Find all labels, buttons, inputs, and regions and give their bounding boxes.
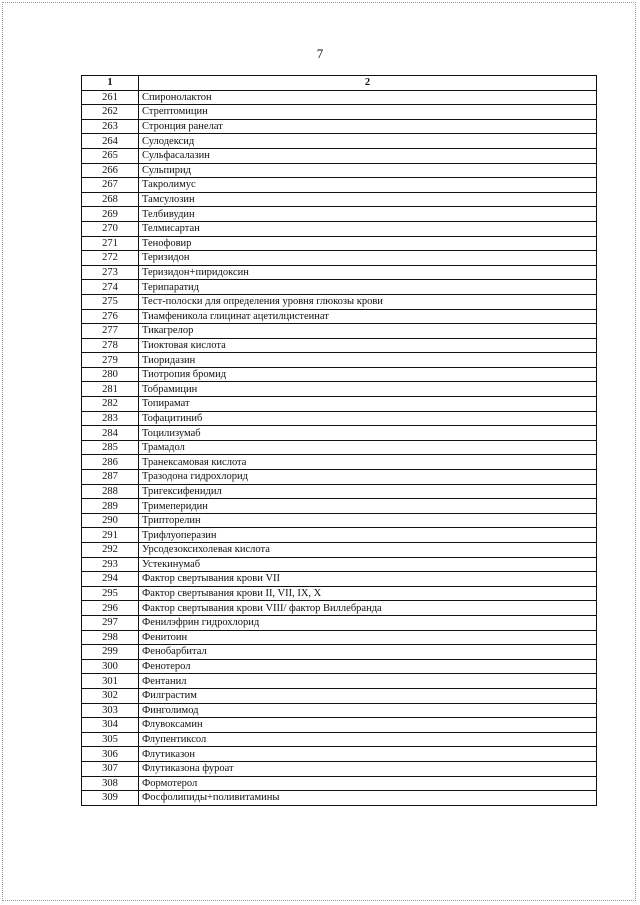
drug-name: Фактор свертывания крови VII bbox=[139, 572, 597, 587]
drug-name: Фенитоин bbox=[139, 630, 597, 645]
table-row bbox=[82, 455, 597, 470]
table-row bbox=[82, 645, 597, 660]
table-row bbox=[82, 791, 597, 806]
drug-name: Фактор свертывания крови VIII/ фактор Виллебранда bbox=[139, 601, 597, 616]
table-row bbox=[82, 426, 597, 441]
drug-name: Сульпирид bbox=[139, 163, 597, 178]
row-number: 280 bbox=[82, 367, 139, 382]
drug-name: Тикагрелор bbox=[139, 324, 597, 339]
row-number: 261 bbox=[82, 90, 139, 105]
drug-name: Терипаратид bbox=[139, 280, 597, 295]
drug-name: Фенобарбитал bbox=[139, 645, 597, 660]
row-number: 305 bbox=[82, 732, 139, 747]
drug-name: Финголимод bbox=[139, 703, 597, 718]
row-number: 273 bbox=[82, 265, 139, 280]
drug-name: Фенилэфрин гидрохлорид bbox=[139, 615, 597, 630]
table-row bbox=[82, 615, 597, 630]
drug-name: Флупентиксол bbox=[139, 732, 597, 747]
row-number: 276 bbox=[82, 309, 139, 324]
table-row bbox=[82, 440, 597, 455]
row-number: 289 bbox=[82, 499, 139, 514]
drug-name: Трипторелин bbox=[139, 513, 597, 528]
row-number: 270 bbox=[82, 221, 139, 236]
row-number: 264 bbox=[82, 134, 139, 149]
drug-name: Тиотропия бромид bbox=[139, 367, 597, 382]
drug-name: Телбивудин bbox=[139, 207, 597, 222]
row-number: 263 bbox=[82, 119, 139, 134]
table-row bbox=[82, 776, 597, 791]
row-number: 266 bbox=[82, 163, 139, 178]
drug-name: Тест-полоски для определения уровня глюкозы крови bbox=[139, 294, 597, 309]
drug-name: Тамсулозин bbox=[139, 192, 597, 207]
row-number: 269 bbox=[82, 207, 139, 222]
drug-name: Спиронолактон bbox=[139, 90, 597, 105]
drug-name: Теризидон+пиридоксин bbox=[139, 265, 597, 280]
row-number: 298 bbox=[82, 630, 139, 645]
row-number: 272 bbox=[82, 251, 139, 266]
table-row bbox=[82, 688, 597, 703]
drug-table bbox=[81, 75, 597, 806]
table-row bbox=[82, 309, 597, 324]
drug-name: Стрептомицин bbox=[139, 105, 597, 120]
table-row bbox=[82, 761, 597, 776]
drug-name: Устекинумаб bbox=[139, 557, 597, 572]
drug-name: Телмисартан bbox=[139, 221, 597, 236]
table-row bbox=[82, 353, 597, 368]
table-row bbox=[82, 513, 597, 528]
table-row bbox=[82, 119, 597, 134]
row-number: 268 bbox=[82, 192, 139, 207]
drug-name: Фосфолипиды+поливитамины bbox=[139, 791, 597, 806]
table-row bbox=[82, 367, 597, 382]
table-row bbox=[82, 221, 597, 236]
table-row bbox=[82, 747, 597, 762]
row-number: 302 bbox=[82, 688, 139, 703]
column-header-name: 2 bbox=[139, 76, 597, 91]
table-row bbox=[82, 703, 597, 718]
drug-name: Флувоксамин bbox=[139, 718, 597, 733]
row-number: 290 bbox=[82, 513, 139, 528]
drug-name: Трамадол bbox=[139, 440, 597, 455]
table-row bbox=[82, 397, 597, 412]
row-number: 286 bbox=[82, 455, 139, 470]
row-number: 281 bbox=[82, 382, 139, 397]
table-row bbox=[82, 674, 597, 689]
row-number: 291 bbox=[82, 528, 139, 543]
row-number: 303 bbox=[82, 703, 139, 718]
row-number: 308 bbox=[82, 776, 139, 791]
table-row bbox=[82, 280, 597, 295]
row-number: 267 bbox=[82, 178, 139, 193]
row-number: 262 bbox=[82, 105, 139, 120]
drug-name: Тиоридазин bbox=[139, 353, 597, 368]
drug-name: Урсодезоксихолевая кислота bbox=[139, 543, 597, 558]
drug-name: Филграстим bbox=[139, 688, 597, 703]
drug-name: Тофацитиниб bbox=[139, 411, 597, 426]
table-row bbox=[82, 659, 597, 674]
row-number: 288 bbox=[82, 484, 139, 499]
table-row bbox=[82, 528, 597, 543]
drug-name: Стронция ранелат bbox=[139, 119, 597, 134]
row-number: 292 bbox=[82, 543, 139, 558]
row-number: 283 bbox=[82, 411, 139, 426]
row-number: 296 bbox=[82, 601, 139, 616]
table-row bbox=[82, 382, 597, 397]
table-row bbox=[82, 324, 597, 339]
table-row bbox=[82, 601, 597, 616]
table-row bbox=[82, 265, 597, 280]
row-number: 271 bbox=[82, 236, 139, 251]
table-row bbox=[82, 163, 597, 178]
drug-name: Трифлуоперазин bbox=[139, 528, 597, 543]
column-header-number: 1 bbox=[82, 76, 139, 91]
table-body bbox=[82, 90, 597, 805]
drug-name: Фентанил bbox=[139, 674, 597, 689]
drug-name: Фенотерол bbox=[139, 659, 597, 674]
table-row bbox=[82, 192, 597, 207]
table-row bbox=[82, 557, 597, 572]
row-number: 278 bbox=[82, 338, 139, 353]
row-number: 285 bbox=[82, 440, 139, 455]
row-number: 304 bbox=[82, 718, 139, 733]
row-number: 297 bbox=[82, 615, 139, 630]
table-row bbox=[82, 411, 597, 426]
drug-name: Теризидон bbox=[139, 251, 597, 266]
table-row bbox=[82, 732, 597, 747]
drug-name: Топирамат bbox=[139, 397, 597, 412]
table-row bbox=[82, 251, 597, 266]
table-row bbox=[82, 470, 597, 485]
table-row bbox=[82, 338, 597, 353]
row-number: 265 bbox=[82, 148, 139, 163]
drug-name: Тразодона гидрохлорид bbox=[139, 470, 597, 485]
table-row bbox=[82, 484, 597, 499]
drug-name: Тобрамицин bbox=[139, 382, 597, 397]
row-number: 294 bbox=[82, 572, 139, 587]
page-number: 7 bbox=[316, 46, 324, 61]
row-number: 301 bbox=[82, 674, 139, 689]
drug-name: Тригексифенидил bbox=[139, 484, 597, 499]
drug-name: Фактор свертывания крови II, VII, IX, X bbox=[139, 586, 597, 601]
row-number: 287 bbox=[82, 470, 139, 485]
drug-name: Тиамфеникола глицинат ацетилцистеинат bbox=[139, 309, 597, 324]
table-row bbox=[82, 718, 597, 733]
table-row bbox=[82, 586, 597, 601]
row-number: 279 bbox=[82, 353, 139, 368]
row-number: 299 bbox=[82, 645, 139, 660]
table-row bbox=[82, 294, 597, 309]
drug-name: Тоцилизумаб bbox=[139, 426, 597, 441]
table-row bbox=[82, 499, 597, 514]
row-number: 277 bbox=[82, 324, 139, 339]
row-number: 274 bbox=[82, 280, 139, 295]
table-row bbox=[82, 105, 597, 120]
table-row bbox=[82, 134, 597, 149]
table-row bbox=[82, 178, 597, 193]
row-number: 309 bbox=[82, 791, 139, 806]
row-number: 284 bbox=[82, 426, 139, 441]
table-row bbox=[82, 148, 597, 163]
table-row bbox=[82, 543, 597, 558]
table-row bbox=[82, 90, 597, 105]
row-number: 300 bbox=[82, 659, 139, 674]
drug-name: Сулодексид bbox=[139, 134, 597, 149]
row-number: 306 bbox=[82, 747, 139, 762]
table-row bbox=[82, 236, 597, 251]
row-number: 282 bbox=[82, 397, 139, 412]
row-number: 307 bbox=[82, 761, 139, 776]
row-number: 293 bbox=[82, 557, 139, 572]
drug-name: Формотерол bbox=[139, 776, 597, 791]
drug-name: Флутиказон bbox=[139, 747, 597, 762]
drug-name: Тиоктовая кислота bbox=[139, 338, 597, 353]
drug-name: Тримеперидин bbox=[139, 499, 597, 514]
table-row bbox=[82, 630, 597, 645]
table-row bbox=[82, 572, 597, 587]
drug-name: Транексамовая кислота bbox=[139, 455, 597, 470]
row-number: 295 bbox=[82, 586, 139, 601]
drug-name: Сульфасалазин bbox=[139, 148, 597, 163]
table-row bbox=[82, 207, 597, 222]
drug-name: Тенофовир bbox=[139, 236, 597, 251]
table-header-row bbox=[82, 76, 597, 91]
drug-name: Такролимус bbox=[139, 178, 597, 193]
drug-name: Флутиказона фуроат bbox=[139, 761, 597, 776]
row-number: 275 bbox=[82, 294, 139, 309]
